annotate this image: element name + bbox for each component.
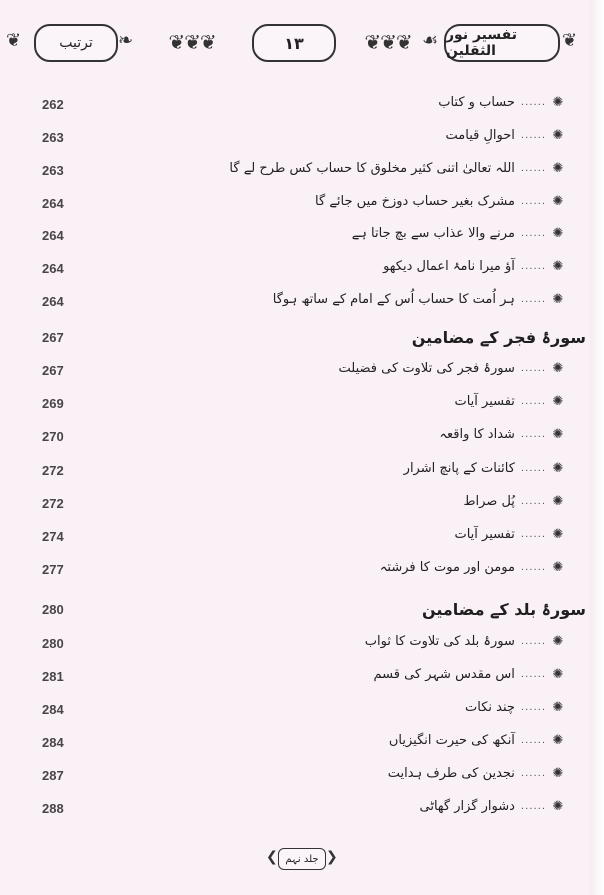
book-title: تفسیر نور الثقلین: [446, 27, 517, 59]
bullet-icon: ✺: [552, 258, 564, 274]
book-title-cartouche: [444, 24, 560, 62]
bullet-icon: ✺: [552, 160, 564, 176]
toc-item[interactable]: [0, 700, 604, 724]
page-ref: 264: [42, 294, 64, 309]
bullet-icon: ✺: [552, 393, 564, 409]
flourish-icon: ☙: [422, 30, 439, 51]
page-ref: 272: [42, 463, 64, 478]
flourish-icon: ❦: [6, 30, 22, 51]
page-ref: 263: [42, 163, 64, 178]
bullet-icon: ✺: [552, 699, 564, 715]
vine-ornament-icon: ❦❦❦: [168, 30, 216, 54]
toc-item[interactable]: [0, 427, 604, 451]
entry-title: آؤ میرا نامۂ اعمال دیکھو: [383, 259, 515, 274]
toc-item[interactable]: [0, 461, 604, 485]
entry-title: سورۂ فجر کی تلاوت کی فضیلت: [338, 361, 515, 376]
page-number-cartouche: [252, 24, 336, 62]
bullet-icon: ✺: [552, 732, 564, 748]
volume-footer: [266, 848, 336, 870]
toc-item[interactable]: [0, 128, 604, 152]
section-label-cartouche: [34, 24, 118, 62]
leader-dots: ......: [520, 294, 546, 305]
page-ref: 284: [42, 702, 64, 717]
entry-title: حساب و کتاب: [438, 95, 515, 110]
entry-title: آنکھ کی حیرت انگیزیاں: [388, 733, 515, 748]
toc-item[interactable]: [0, 527, 604, 551]
bullet-icon: ✺: [552, 460, 564, 476]
leader-dots: ......: [520, 735, 546, 746]
leader-dots: ......: [520, 163, 546, 174]
toc-item[interactable]: [0, 259, 604, 283]
entry-title: پُل صراط: [463, 494, 515, 509]
leader-dots: ......: [520, 463, 546, 474]
toc-section-balad[interactable]: [0, 600, 604, 624]
bullet-icon: ✺: [552, 127, 564, 143]
toc-item[interactable]: [0, 292, 604, 316]
entry-title: مشرک بغیر حساب دوزخ میں جائے گا: [315, 194, 515, 209]
leader-dots: ......: [520, 496, 546, 507]
entry-title: نجدین کی طرف ہدایت: [387, 766, 515, 781]
leader-dots: ......: [520, 130, 546, 141]
leader-dots: ......: [520, 97, 546, 108]
page-ref: 267: [42, 330, 64, 345]
entry-title: احوالِ قیامت: [445, 128, 515, 143]
bullet-icon: ✺: [552, 493, 564, 509]
toc-item[interactable]: [0, 194, 604, 218]
leader-dots: ......: [520, 363, 546, 374]
bullet-icon: ✺: [552, 360, 564, 376]
toc-item[interactable]: [0, 226, 604, 250]
leader-dots: ......: [520, 562, 546, 573]
page-ref: 280: [42, 602, 64, 617]
leader-dots: ......: [520, 636, 546, 647]
entry-title: دشوار گزار گھاٹی: [419, 799, 515, 814]
entry-title: ہر اُمت کا حساب اُس کے امام کے ساتھ ہوگا: [272, 292, 515, 307]
volume-label: جلد نہم: [285, 853, 319, 865]
leader-dots: ......: [520, 669, 546, 680]
leader-dots: ......: [520, 429, 546, 440]
page-ref: 269: [42, 396, 64, 411]
bullet-icon: ✺: [552, 193, 564, 209]
page-ref: 270: [42, 429, 64, 444]
entry-title: مومن اور موت کا فرشتہ: [379, 560, 515, 575]
page-ref: 264: [42, 228, 64, 243]
entry-title: کائنات کے پانچ اشرار: [403, 461, 515, 476]
leader-dots: ......: [520, 768, 546, 779]
toc-item[interactable]: [0, 667, 604, 691]
entry-title: تفسیر آیات: [454, 394, 515, 409]
entry-title: شداد کا واقعہ: [439, 427, 515, 442]
toc-item[interactable]: [0, 560, 604, 584]
flourish-icon: ❧: [118, 30, 134, 51]
leader-dots: ......: [520, 529, 546, 540]
bullet-icon: ✺: [552, 798, 564, 814]
page-ref: 281: [42, 669, 64, 684]
leader-dots: ......: [520, 261, 546, 272]
section-title: سورۂ بلد کے مضامین: [421, 600, 586, 619]
bullet-icon: ✺: [552, 666, 564, 682]
section-label: ترتیب: [59, 35, 93, 51]
page-ref: 277: [42, 562, 64, 577]
toc-item[interactable]: [0, 161, 604, 185]
toc-item[interactable]: [0, 733, 604, 757]
toc-item[interactable]: [0, 361, 604, 385]
page-ref: 280: [42, 636, 64, 651]
page-ref: 262: [42, 97, 64, 112]
toc-item[interactable]: [0, 766, 604, 790]
entry-title: سورۂ بلد کی تلاوت کا ثواب: [364, 634, 515, 649]
entry-title: تفسیر آیات: [454, 527, 515, 542]
page-ref: 284: [42, 735, 64, 750]
leader-dots: ......: [520, 196, 546, 207]
toc-item[interactable]: [0, 494, 604, 518]
leader-dots: ......: [520, 702, 546, 713]
entry-title: اس مقدس شہر کی قسم: [373, 667, 515, 682]
bullet-icon: ✺: [552, 291, 564, 307]
bullet-icon: ✺: [552, 94, 564, 110]
entry-title: چند نکات: [465, 700, 515, 715]
page-ref: 264: [42, 261, 64, 276]
bullet-icon: ✺: [552, 426, 564, 442]
leader-dots: ......: [520, 228, 546, 239]
toc-item[interactable]: [0, 799, 604, 823]
entry-title: اللہ تعالیٰ اتنی کثیر مخلوق کا حساب کس طرح لے گا: [229, 161, 515, 176]
bullet-icon: ✺: [552, 765, 564, 781]
page-ref: 272: [42, 496, 64, 511]
section-title: سورۂ فجر کے مضامین: [411, 328, 586, 347]
toc-item[interactable]: [0, 95, 604, 119]
volume-plate: [278, 848, 326, 870]
toc-item[interactable]: [0, 394, 604, 418]
bullet-icon: ✺: [552, 559, 564, 575]
scroll-cap-icon: ❯: [326, 849, 338, 865]
toc-item[interactable]: [0, 634, 604, 658]
toc-section-fajr[interactable]: [0, 328, 604, 352]
leader-dots: ......: [520, 801, 546, 812]
page-ref: 274: [42, 529, 64, 544]
page-number: ۱۳: [284, 33, 304, 53]
page-ref: 264: [42, 196, 64, 211]
scroll-cap-icon: ❮: [266, 849, 278, 865]
bullet-icon: ✺: [552, 526, 564, 542]
page-ref: 288: [42, 801, 64, 816]
entry-title: مرنے والا عذاب سے بچ جاتا ہے: [351, 226, 515, 241]
flourish-icon: ❦: [562, 30, 578, 51]
bullet-icon: ✺: [552, 633, 564, 649]
page-ref: 287: [42, 768, 64, 783]
vine-ornament-icon: ❦❦❦: [364, 30, 412, 54]
page-ref: 263: [42, 130, 64, 145]
bullet-icon: ✺: [552, 225, 564, 241]
leader-dots: ......: [520, 396, 546, 407]
page-ref: 267: [42, 363, 64, 378]
page-header: [6, 22, 596, 62]
